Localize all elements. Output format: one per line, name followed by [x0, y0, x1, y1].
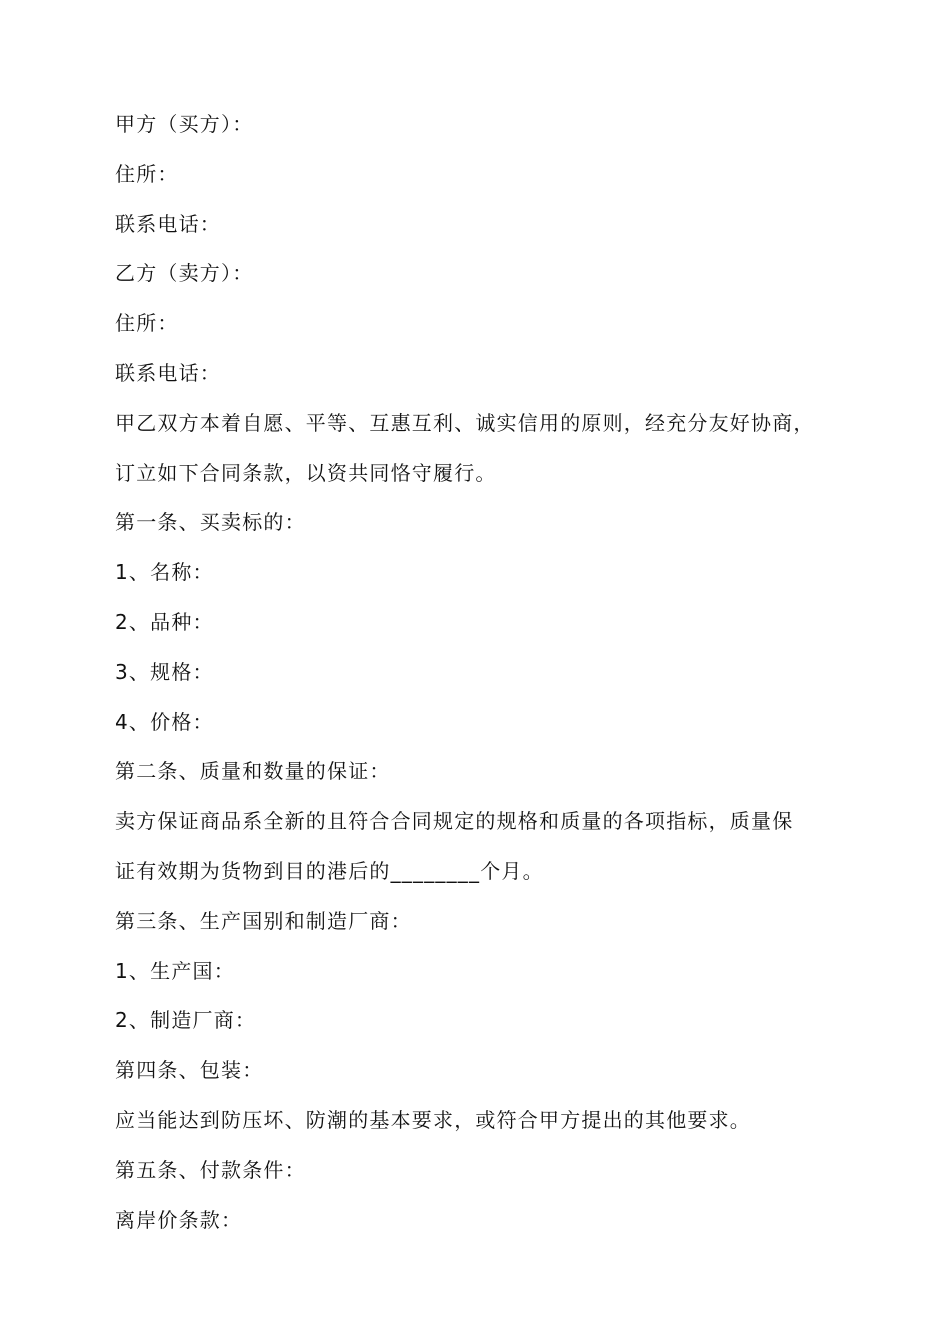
seller-phone-label: 联系电话： [115, 360, 221, 385]
article-3-heading: 第三条、生产国别和制造厂商： [115, 908, 412, 933]
article-4-heading: 第四条、包装： [115, 1058, 264, 1083]
article-2-text-line-1: 卖方保证商品系全新的且符合合同规定的规格和质量的各项指标，质量保 [115, 809, 794, 834]
article-1-item-name: 1、名称： [115, 560, 214, 585]
seller-label: 乙方（卖方）： [115, 261, 254, 286]
buyer-phone-label: 联系电话： [115, 211, 221, 236]
article-3-item-country: 1、生产国： [115, 958, 235, 983]
buyer-label: 甲方（买方）： [115, 112, 254, 136]
preamble-line-1: 甲乙双方本着自愿、平等、互惠互利、诚实信用的原则，经充分友好协商， [115, 410, 815, 435]
article-1-item-spec: 3、规格： [115, 659, 214, 684]
article-5-fob-terms: 离岸价条款： [115, 1207, 243, 1232]
preamble-line-2: 订立如下合同条款，以资共同恪守履行。 [115, 460, 497, 485]
buyer-address-label: 住所： [115, 161, 179, 186]
seller-address-label: 住所： [115, 311, 179, 336]
article-5-heading: 第五条、付款条件： [115, 1157, 306, 1182]
article-3-item-manufacturer: 2、制造厂商： [115, 1008, 257, 1033]
article-1-item-variety: 2、品种： [115, 609, 214, 634]
article-4-text: 应当能达到防压坏、防潮的基本要求，或符合甲方提出的其他要求。 [115, 1107, 751, 1132]
contract-document [115, 100, 845, 1245]
article-1-heading: 第一条、买卖标的： [115, 510, 306, 535]
article-2-text-line-2: 证有效期为货物到目的港后的________个月。 [115, 858, 544, 883]
article-1-item-price: 4、价格： [115, 709, 214, 734]
article-2-heading: 第二条、质量和数量的保证： [115, 759, 391, 784]
